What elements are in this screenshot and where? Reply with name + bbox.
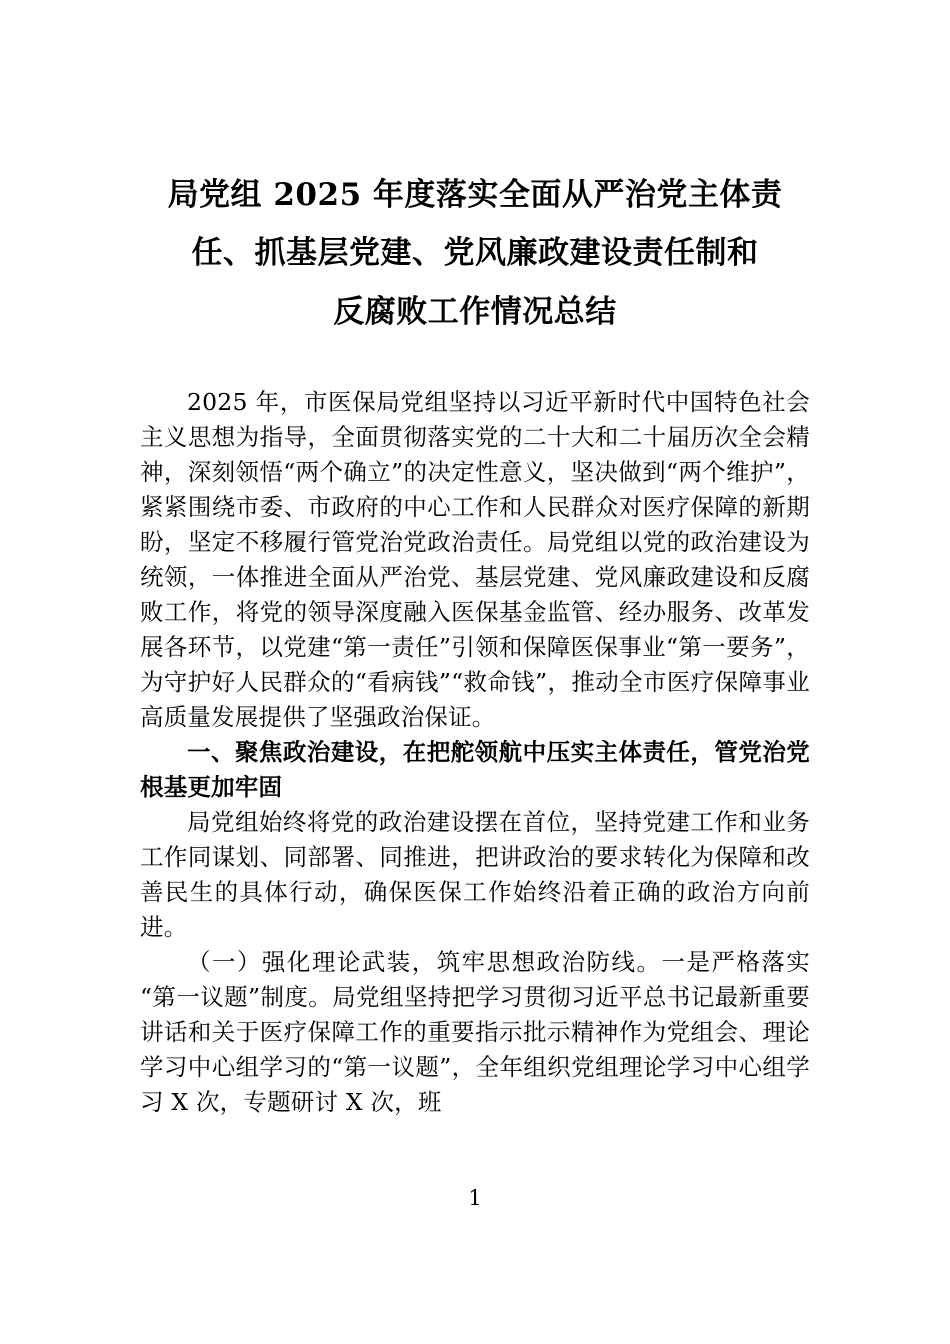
- document-title: [140, 0, 810, 341]
- document-title-line-1: 局党组 2025 年度落实全面从严治党主体责: [167, 177, 783, 213]
- paragraph-section1-lead: 局党组始终将党的政治建设摆在首位，坚持党建工作和业务工作同谋划、同部署、同推进，把讲政治的要求转化为保障和改善民生的具体行动，确保医保工作始终沿着正确的政治方向前进。: [140, 807, 810, 941]
- document-title-line-2: 任、抓基层党建、党风廉政建设责任制和: [191, 235, 759, 272]
- paragraph-intro: 2025 年，市医保局党组坚持以习近平新时代中国特色社会主义思想为指导，全面贯彻落实党的二十大和二十届历次全会精神，深刻领悟“两个确立”的决定性意义，坚决做到“两个维护”，紧紧围绕市委、市政府的中心工作和人民群众对医疗保障的新期盼，坚定不移履行管党治党政治责任。局党组以党的政治建设为统领，一体推进全面从严治党、基层党建、党风廉政建设和反腐败工作，将党的领导深度融入医保基金监管、经办服务、改革发展各环节，以党建“第一责任”引领和保障医保事业“第一要务”，为守护好人民群众的“看病钱”“救命钱”，推动全市医疗保障事业高质量发展提供了坚强政治保证。: [140, 387, 810, 731]
- page-content: [140, 0, 810, 1120]
- section-heading-1: 一、聚焦政治建设，在把舵领航中压实主体责任，管党治党根基更加牢固: [140, 737, 810, 801]
- paragraph-subsection-1-1: （一）强化理论武装，筑牢思想政治防线。一是严格落实“第一议题”制度。局党组坚持把学习贯彻习近平总书记最新重要讲话和关于医疗保障工作的重要指示批示精神作为党组会、理论学习中心组学习的“第一议题”，全年组织党组理论学习中心组学习 X 次，专题研讨 X 次，班: [140, 947, 810, 1116]
- page-number: 1: [468, 1186, 482, 1210]
- document-title-line-3: 反腐败工作情况总结: [333, 293, 617, 330]
